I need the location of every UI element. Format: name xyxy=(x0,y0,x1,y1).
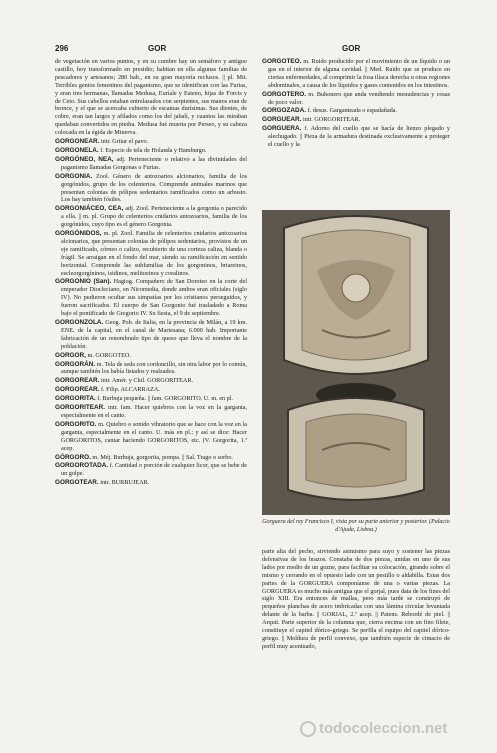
dictionary-entry: GORGÓNEO, NEA, adj. Perteneciente o relativo a las divinidades del paganismo llamadas Gorgonas o Furias. xyxy=(55,155,247,171)
dictionary-entry: GORGOREAR. intr. Amér. y Chil. GORGORITEAR. xyxy=(55,377,194,385)
dictionary-entry: GORGOTERO. m. Buhonero que anda vendiendo menudencias y cosas de poco valor. xyxy=(262,90,450,106)
dictionary-entry: GÓRGORO. m. Méj. Burbuja, gorgorita, pompa. || Sal. Trago o sorbo. xyxy=(55,453,233,461)
dictionary-entry: GORGUERA. f. Adorno del cuello que se hacía de lienzo plegado y alechugado. || Pieza de la armadura destinada exclusivamente a proteger el cuello y la xyxy=(262,125,450,149)
right-column-top xyxy=(262,58,450,203)
dictionary-entry: GORGONIO (San). Hagiog. Compañero de San Doroteo en la corte del emperador Diocleciano, en Nicomedia, donde ambos eran oficiales (siglo IV). No pudieron ocultar sus simpatías por los cristianos perseguidos, y fueron sacrificados. El cuerpo de San Gorgonio fué trasladado a Roma bajo el pontificado de Gregorio IV. Su fiesta, el 9 de septiembre. xyxy=(55,278,247,318)
right-column-bottom xyxy=(262,548,450,711)
watermark-logo-icon xyxy=(300,721,316,737)
dictionary-entry: GORGONIA. Zool. Género de antozoarios alcionarios, familia de los gorgónidos, grupo de los celenterios. Comprende animales marinos que presentan colonias de pólipos sedentarios ramificados como un arbusto. Los hay también fósiles. xyxy=(55,172,247,204)
watermark: todocoleccion.net xyxy=(300,720,460,742)
left-column xyxy=(55,58,247,711)
dictionary-entry: de vegetación en varios puntos, y en su cumbre hay un semáforo y antiguo castillo, hoy transformado en presidio; habitan en ella algunas familias de pescadores y artesanos; 280 hab., en su gran mayoría reclusos. || pl. Mit. Terribles genios femeninos del paganismo, que se identifican con las Furias, y eran tres hermanas, llamadas Medusa, Euríale y Esteno, hijas de Forcis y de Ceto. Sus cabellos estaban entrelazados con serpientes, sus manos eran de bronce, y el que se acercaba cubierto de escamas durísimas. Sus dientes, de cobre, eran tan largos y afilados como los del jabalí, y cuantos las miraban quedaban convertidos en piedra. Medusa fué muerta por Perseo, y su cabeza colocada en la égida de Minerva. xyxy=(55,58,247,137)
gorget-illustration xyxy=(262,210,450,515)
dictionary-entry: GORGOTEAR. intr. BURBUJEAR. xyxy=(55,479,150,487)
dictionary-entry: GORGONIÁCEO, CEA, adj. Zool. Perteneciente a la gorgonia o parecido a ella. || m. pl. Grupo de celenterios cnidarios antozoarios, familia de los gorgónidos, cuyo tipo es el género Gorgonia. xyxy=(55,205,247,229)
dictionary-entry: GORGONEAR. intr. Gritar el pavo. xyxy=(55,138,149,146)
dictionary-entry: GORGÓNIDOS, m. pl. Zool. Familia de celenterios cnidarios antozoarios alcionarios, que presentan colonias de pólipos sedentarios, provistos de un eje ramificado, córneo o calizo, recubierto de una corteza caliza, blanda o frágil. Se arraigan en el fondo del mar, siendo su ramificación en sentido horizontal. Comprende las subfamilias de los gorgoninos, briareinos, escleorgorgíninos, isidinos, melitoeinos y coralinos. xyxy=(55,230,247,277)
dictionary-entry: parte alta del pecho, sirviendo asimismo para suyo y sostener las piezas defensivas de los brazos. Constaba de dos piezas, unidas en uno de sus lados por medio de un gozne, para facilitar su colocación, girando sobre el mismo y cerrando en el opuesto lado con un pestillo o aldabilla. Estas dos partes de la GORGUERA componíanse de una o varias piezas. La GORGUERA es mucho más antigua que el gorjal, pues data de los fines del siglo XIII. Era entonces de mallas, pero más tarde se construyó de pequeños planchas de acero imbricadas con una lámina circular levantada delante de la barba. || GORJAL, 2.ª acep. || Patens. Rebordé de piel. || Arquit. Parte superior de la columna que, cierra encima con un fino filete, constituye el capitel dórico-griego. Se perfila el equipo del capitel dórico-griego. || Moldura de perfil convexo, que también especie de cimacio de perfil muy acentuado, xyxy=(262,548,450,650)
dictionary-entry: GORGONZOLA. Geog. Pob. de Italia, en la provincia de Milán, a 19 km. ENE. de la capital, en el canal de Martesana; 6.000 hab. Importante fabricación de un renombrado tipo de queso que lleva el nombre de la población. xyxy=(55,319,247,350)
gorget-photo xyxy=(262,210,450,515)
dictionary-entry: GORGOROTADA. f. Cantidad o porción de cualquier licor, que se bebe de un golpe. xyxy=(55,462,247,478)
dictionary-entry: GORGOREAR. f. Filip. ALCARRAZA. xyxy=(55,386,160,394)
running-head-right: GOR xyxy=(342,44,361,53)
running-head-left: GOR xyxy=(148,44,167,53)
dictionary-entry: GORGOR, m. GORGOTEO. xyxy=(55,351,131,359)
dictionary-entry: GORGOZADA. f. desus. Garganteada o espadañada. xyxy=(262,107,397,115)
page-number: 296 xyxy=(55,44,69,53)
dictionary-entry: GORGORÁN. m. Tela de seda con cordoncillo, sin otra labor por lo común, aunque también los había listados y realzados. xyxy=(55,360,247,376)
dictionary-entry: GORGORITA. f. Burbuja pequeña. || fam. GORGORITO. U. m. en pl. xyxy=(55,395,233,403)
figure-caption: Gorguera del rey Francisco I, vista por su parte anterior y posterior. (Palacio d'Ajuda, Lisboa.) xyxy=(262,519,450,533)
dictionary-entry: GORGONELA. f. Especie de tela de Holanda y Hamburgo. xyxy=(55,146,207,154)
dictionary-entry: GORGOTEO. m. Ruido producido por el movimiento de un líquido o un gas en el interior de alguna cavidad. || Med. Ruido que se produce en ciertas enfermedades, al comprimir la fosa ilíaca derecha u otras regiones abdominales, a causa de los líquidos y gases contenidos en los intestinos. xyxy=(262,58,450,89)
dictionary-entry: GORGORITEAR. intr. fam. Hacer quiebros con la voz en la garganta, especialmente en el canto. xyxy=(55,404,247,419)
dictionary-entry: GORGUEAR. intr. GORGORITEAR. xyxy=(262,116,361,124)
dictionary-entry: GORGORITO. m. Quiebro o sonido vibratorio que se hace con la voz en la garganta, especialmente en el canto. U. más en pl.; y así se dice: Hacer GORGORITOS, cantar haciendo GORGORITOS, etc. (V. Gorgorita, 1.ª acep. xyxy=(55,420,247,452)
